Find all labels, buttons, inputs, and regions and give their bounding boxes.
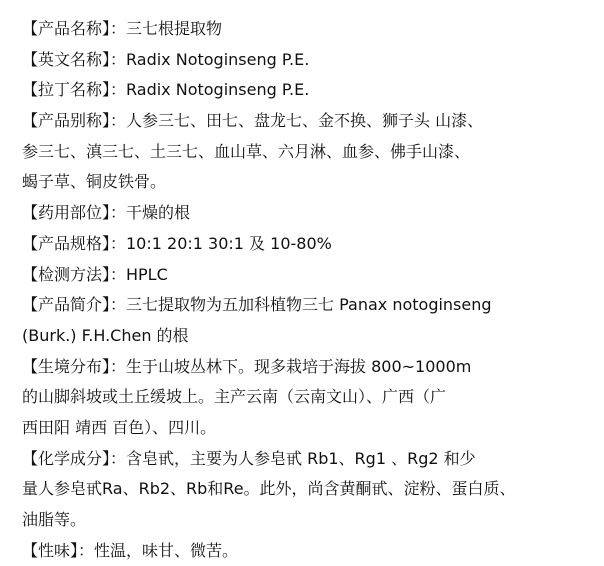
latin-name-line: 【拉丁名称】：Radix Notoginseng P.E. [22,80,310,100]
composition-line-3: 油脂等。 [22,510,87,529]
english-name-line: 【英文名称】：Radix Notoginseng P.E. [22,49,310,69]
habitat-line-1: 【生境分布】：生于山坡丛林下。现多栽培于海拔 800~1000m [22,356,472,376]
alias-line-1: 【产品别称】：人参三七、田七、盘龙七、金不换、狮子头 山漆、 [22,111,484,131]
composition-line-1: 【化学成分】：含皂甙，主要为人参皂甙 Rb1、Rg1 、Rg2 和少 [22,448,476,468]
specification-line: 【产品规格】：10:1 20:1 30:1 及 10-80% [22,233,332,253]
product-name-line: 【产品名称】：三七根提取物 [22,19,223,38]
habitat-line-3: 西田阳 靖西 百色）、四川。 [22,417,217,437]
test-method-line: 【检测方法】：HPLC [22,264,168,284]
medicinal-part-line: 【药用部位】：干燥的根 [22,203,191,223]
alias-line-2: 参三七、滇三七、土三七、血山草、六月淋、血参、佛手山漆、 [22,141,471,161]
composition-line-2: 量人参皂甙Ra、Rb2、Rb和Re。此外，尚含黄酮甙、淀粉、蛋白质、 [22,479,516,499]
intro-line-1: 【产品简介】：三七提取物为五加科植物三七 Panax notoginseng [22,295,492,315]
intro-line-2: (Burk.) F.H.Chen 的根 [22,325,189,345]
nature-taste-line: 【性味】：性温，味甘、微苦。 [22,540,239,560]
alias-line-3: 蝎子草、铜皮铁骨。 [22,172,167,192]
habitat-line-2: 的山脚斜坡或土丘缓坡上。主产云南（云南文山）、广西（广 [22,387,447,407]
